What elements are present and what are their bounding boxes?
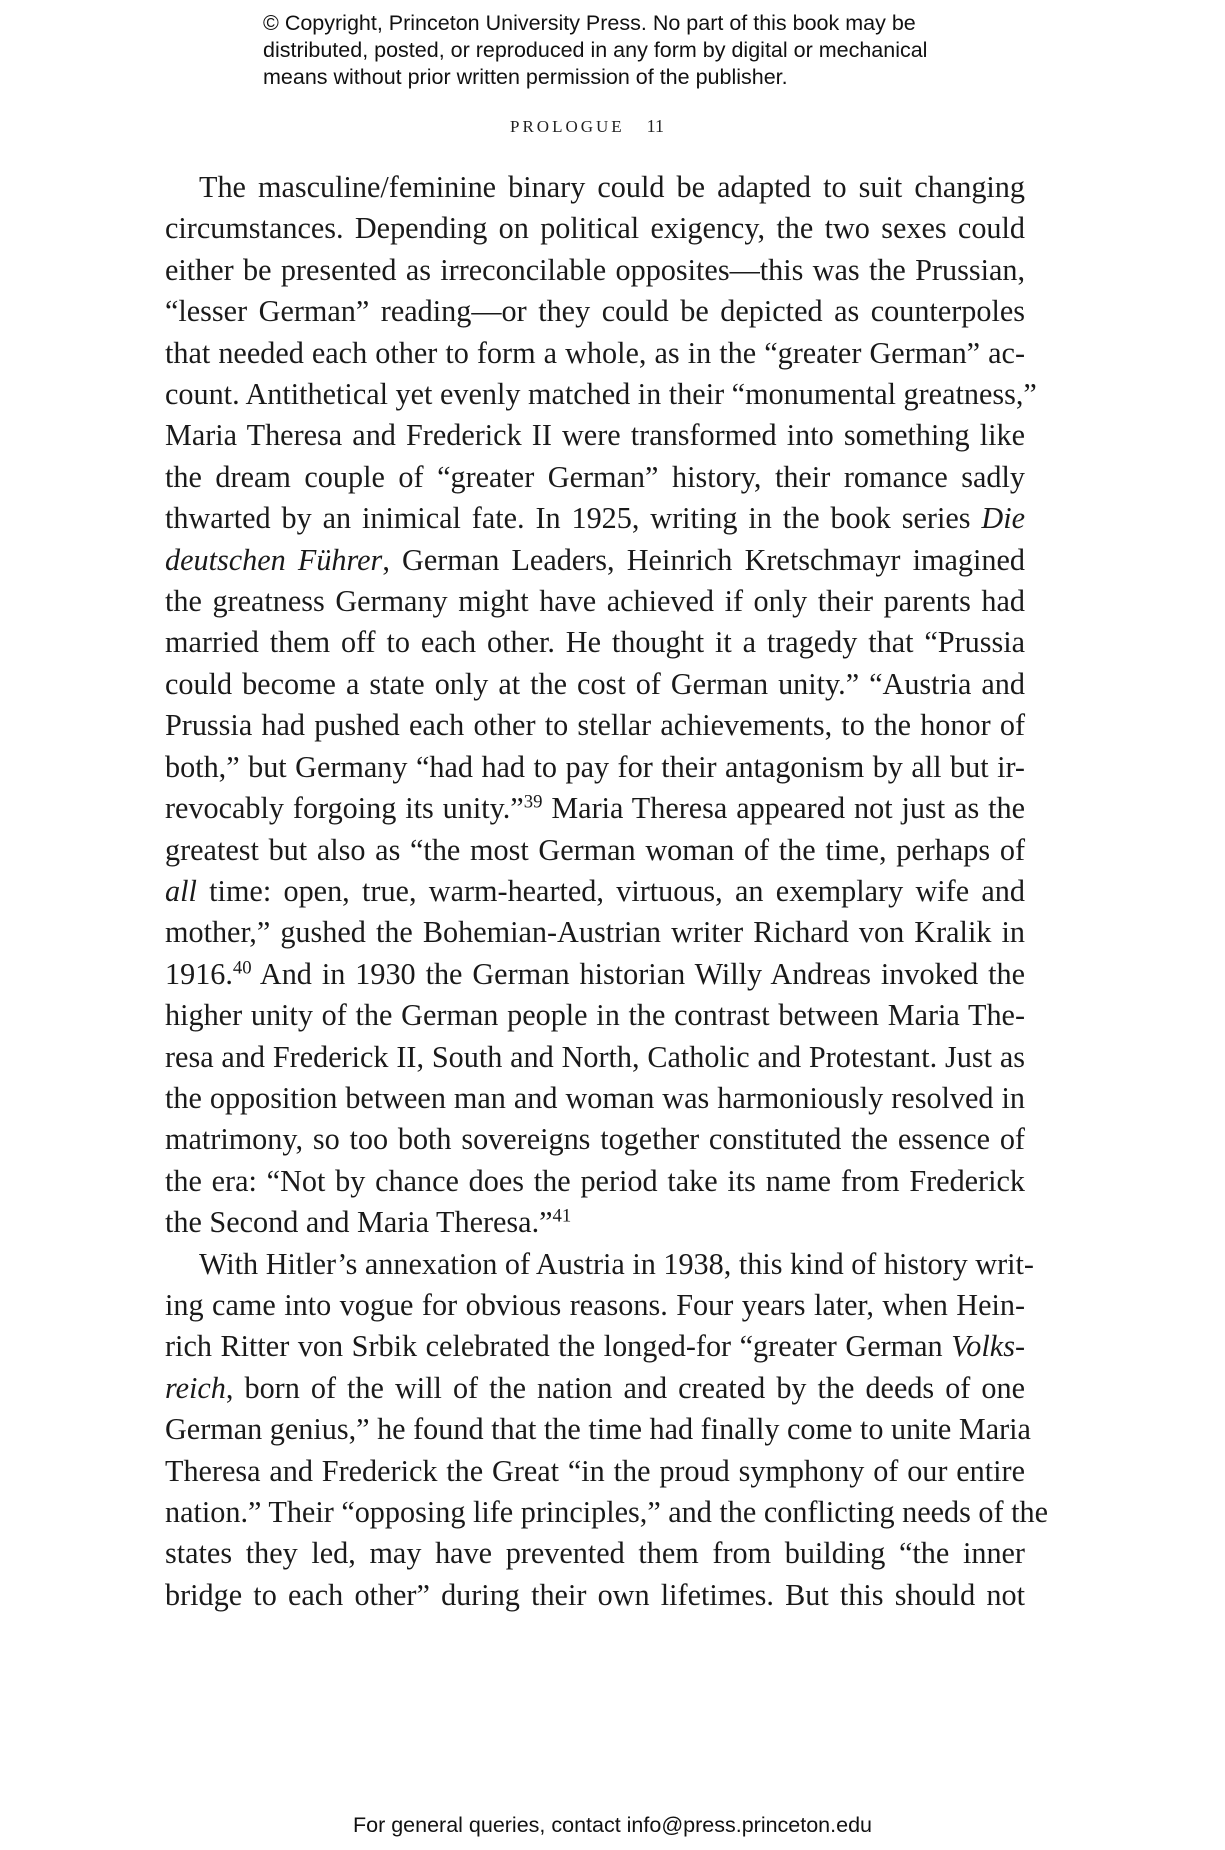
text-line: count. Antithetical yet evenly matched in their “monumental greatness,” [165, 377, 1037, 412]
text-line: Maria Theresa and Frederick II were transformed into something like [165, 418, 1025, 453]
text-line: could become a state only at the cost of German unity.” “Austria and [165, 666, 1025, 701]
text-line: The masculine/feminine binary could be adapted to suit changing [199, 170, 1025, 204]
text-line: “lesser German” reading—or they could be depicted as counterpoles [165, 294, 1025, 329]
text-line: the dream couple of “greater German” history, their romance sadly [165, 459, 1025, 494]
paragraph [165, 1244, 1048, 1617]
text-line: higher unity of the German people in the contrast between Maria The- [165, 998, 1025, 1033]
text-line: either be presented as irreconcilable opposites—this was the Prussian, [165, 252, 1025, 287]
text-line: 1916.40 And in 1930 the German historian Willy Andreas invoked the [165, 956, 1025, 991]
text-line: thwarted by an inimical fate. In 1925, writing in the book series Die [165, 501, 1025, 536]
text-line: reich, born of the will of the nation and created by the deeds of one [165, 1370, 1025, 1405]
text-line: rich Ritter von Srbik celebrated the longed-for “greater German Volks- [165, 1329, 1025, 1364]
text-line: that needed each other to form a whole, as in the “greater German” ac- [165, 335, 1025, 370]
text-line: the greatness Germany might have achieved if only their parents had [165, 584, 1025, 619]
paragraph [165, 167, 1037, 1244]
text-line: the era: “Not by chance does the period take its name from Frederick [165, 1163, 1025, 1198]
footer-contact: For general queries, contact info@press.princeton.edu [352, 1813, 872, 1837]
body-text [165, 167, 1048, 1616]
text-line: revocably forgoing its unity.”$^{39}$ Maria Theresa appeared not just as the [165, 791, 1025, 826]
page-number: 11 [646, 116, 665, 136]
text-line: states they led, may have prevented them from building “the inner [165, 1536, 1025, 1571]
text-line: With Hitler’s annexation of Austria in 1938, this kind of history writ- [199, 1246, 1034, 1281]
text-line: mother,” gushed the Bohemian-Austrian writer Richard von Kralik in [165, 915, 1025, 950]
text-line: resa and Frederick II, South and North, Catholic and Protestant. Just as [165, 1039, 1025, 1074]
text-line: bridge to each other” during their own lifetimes. But this should not [165, 1577, 1025, 1612]
text-line: both,” but Germany “had had to pay for their antagonism by all but ir- [165, 749, 1025, 784]
text-line: German genius,” he found that the time had finally come to unite Maria [165, 1412, 1031, 1447]
text-line: Prussia had pushed each other to stellar achievements, to the honor of [165, 708, 1025, 743]
text-line: ing came into vogue for obvious reasons. Four years later, when Hein- [165, 1287, 1025, 1322]
text-line: married them off to each other. He thought it a tragedy that “Prussia [165, 625, 1025, 660]
copyright-line: © Copyright, Princeton University Press. No part of this book may be [263, 11, 916, 35]
text-line: deutschen Führer, German Leaders, Heinrich Kretschmayr imagined [165, 542, 1026, 577]
text-line: Theresa and Frederick the Great “in the proud symphony of our entire [165, 1453, 1025, 1488]
text-line: greatest but also as “the most German woman of the time, perhaps of [165, 832, 1025, 867]
copyright-notice [263, 10, 1023, 91]
text-line: the opposition between man and woman was harmoniously resolved in [165, 1080, 1025, 1115]
running-head-section: PROLOGUE [510, 117, 625, 136]
text-line: nation.” Their “opposing life principles,” and the conflicting needs of the [165, 1495, 1048, 1529]
running-head [510, 116, 664, 137]
copyright-line: means without prior written permission of the publisher. [263, 65, 788, 89]
text-line: matrimony, so too both sovereigns together constituted the essence of [165, 1122, 1025, 1157]
text-line: circumstances. Depending on political exigency, the two sexes could [165, 211, 1025, 246]
text-line: the Second and Maria Theresa.”$^{41}$ [165, 1205, 572, 1240]
text-line: all time: open, true, warm-hearted, virtuous, an exemplary wife and [165, 873, 1025, 908]
copyright-line: distributed, posted, or reproduced in any form by digital or mechanical [263, 38, 928, 62]
